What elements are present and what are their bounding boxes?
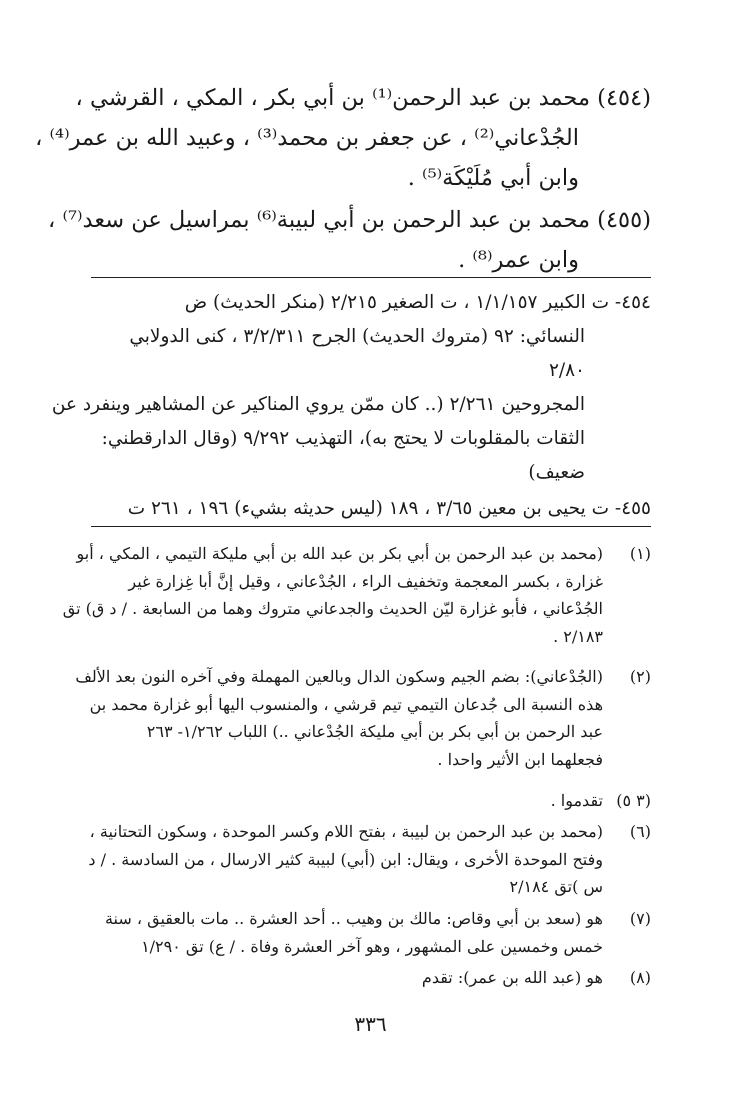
footnote-1-line-3: الجُدْعاني ، فأبو غزارة ليّن الحديث والجدعاني متروك وهما من السابعة . / د ق) تق: [62, 599, 603, 618]
footnote-1-line-1: (محمد بن عبد الرحمن بن أبي بكر بن عبد الله بن أبي مليكة التيمي ، المكي ، أبو: [76, 544, 603, 563]
note-454: [51, 286, 651, 490]
footnote-3-5-number: (٣ ٥): [616, 791, 651, 810]
footnote-1-line-4: ٢/١٨٣ .: [553, 626, 603, 646]
note-455-line-1: ٤٥٥- ت يحيى بن معين ٣/٦٥ ، ١٨٩ (ليس حديثه بشيء) ١٩٦ ، ٢٦١ ت: [127, 498, 651, 519]
note-454-line-4: المجروحين ٢/٢٦١ (.. كان ممّن يروي المناكير عن المشاهير وينفرد عن: [51, 394, 585, 415]
footnote-3-5-line-1: تقدموا .: [550, 791, 603, 810]
footnote-8: [91, 964, 651, 992]
footnote-3-5: [91, 787, 651, 815]
note-454-line-2: النسائي: ٩٢ (متروك الحديث) الجرح ٣/٢/٣١١ ، كنى الدولابي: [129, 326, 585, 347]
entry-454-line-2: الجُدْعاني⁽²⁾ ، عن جعفر بن محمد⁽³⁾ ، وعبيد الله بن عمر⁽⁴⁾ ،: [35, 125, 579, 151]
footnote-6-line-1: (محمد بن عبد الرحمن بن لبيبة ، بفتح اللام وكسر الموحدة ، وسكون التحتانية ،: [89, 822, 603, 841]
entries-divider: [91, 277, 651, 278]
footnote-6-line-3: س )تق ٢/١٨٤: [509, 877, 603, 896]
footnote-6: [88, 818, 651, 901]
footnote-1-line-2: غزارة ، بكسر المعجمة وتخفيف الراء ، الجُدْعاني ، وقيل إنَّ أبا غِزارة غير: [128, 571, 603, 591]
footnote-2-line-4: فجعلهما ابن الأثير واحدا .: [437, 749, 603, 769]
footnote-8-number: (٨): [629, 968, 651, 987]
entry-454: [35, 78, 651, 198]
footnote-7: [91, 905, 651, 960]
entry-454-line-3: وابن أبي مُلَيْكَة⁽⁵⁾ .: [407, 165, 579, 191]
note-454-line-3: ٢/٨٠: [548, 360, 585, 381]
footnote-2-line-3: عبد الرحمن بن أبي بكر بن أبي مليكة الجُدْعاني ..) اللباب ١/٢٦٢- ٢٦٣: [146, 722, 603, 741]
note-454-line-5: الثقات بالمقلوبات لا يحتج به)، التهذيب ٩/٢٩٢ (وقال الدارقطني:: [101, 428, 585, 449]
entry-455-line-2: وابن عمر⁽⁸⁾ .: [458, 247, 579, 273]
footnote-7-number: (٧): [629, 909, 651, 928]
footnote-2: [75, 663, 651, 773]
entry-455-line-1: (٤٥٥) محمد بن عبد الرحمن بن أبي لبيبة⁽⁶⁾ بمراسيل عن سعد⁽⁷⁾ ،: [48, 207, 651, 233]
footnotes-divider: [91, 526, 651, 527]
note-455: [91, 492, 651, 526]
footnote-6-line-2: وفتح الموحدة الأخرى ، ويقال: ابن (أبي) لبيبة كثير الارسال ، من السادسة . / د: [88, 849, 603, 869]
footnote-2-number: (٢): [629, 667, 651, 686]
footnote-7-line-1: هو (سعد بن أبي وقاص: مالك بن وهيب .. أحد العشرة .. مات بالعقيق ، سنة: [104, 909, 603, 928]
footnote-6-number: (٦): [629, 822, 651, 841]
note-454-line-1: ٤٥٤- ت الكبير ١/١/١٥٧ ، ت الصغير ٢/٢١٥ (منكر الحديث) ض: [184, 292, 651, 313]
note-454-line-6: ضعيف): [528, 462, 585, 483]
footnote-2-line-2: هذه النسبة الى جُدعان التيمي تيم قرشي ، والمنسوب اليها أبو غزارة محمد بن: [89, 694, 603, 714]
footnote-8-line-1: هو (عبد الله بن عمر): تقدم: [421, 968, 603, 987]
footnote-7-line-2: خمس وخمسين على المشهور ، وهو آخر العشرة وفاة . / ع) تق ١/٢٩٠: [141, 936, 603, 956]
entry-454-line-1: (٤٥٤) محمد بن عبد الرحمن⁽¹⁾ بن أبي بكر ، المكي ، القرشي ،: [75, 85, 651, 111]
footnote-1: [62, 540, 651, 650]
page-number: ٣٣٦: [354, 1012, 387, 1036]
entry-455: [48, 200, 651, 280]
footnote-1-number: (١): [629, 544, 651, 563]
footnote-2-line-1: (الجُدْعاني): بضم الجيم وسكون الدال وبالعين المهملة وفي آخره النون بعد الألف: [75, 667, 603, 686]
